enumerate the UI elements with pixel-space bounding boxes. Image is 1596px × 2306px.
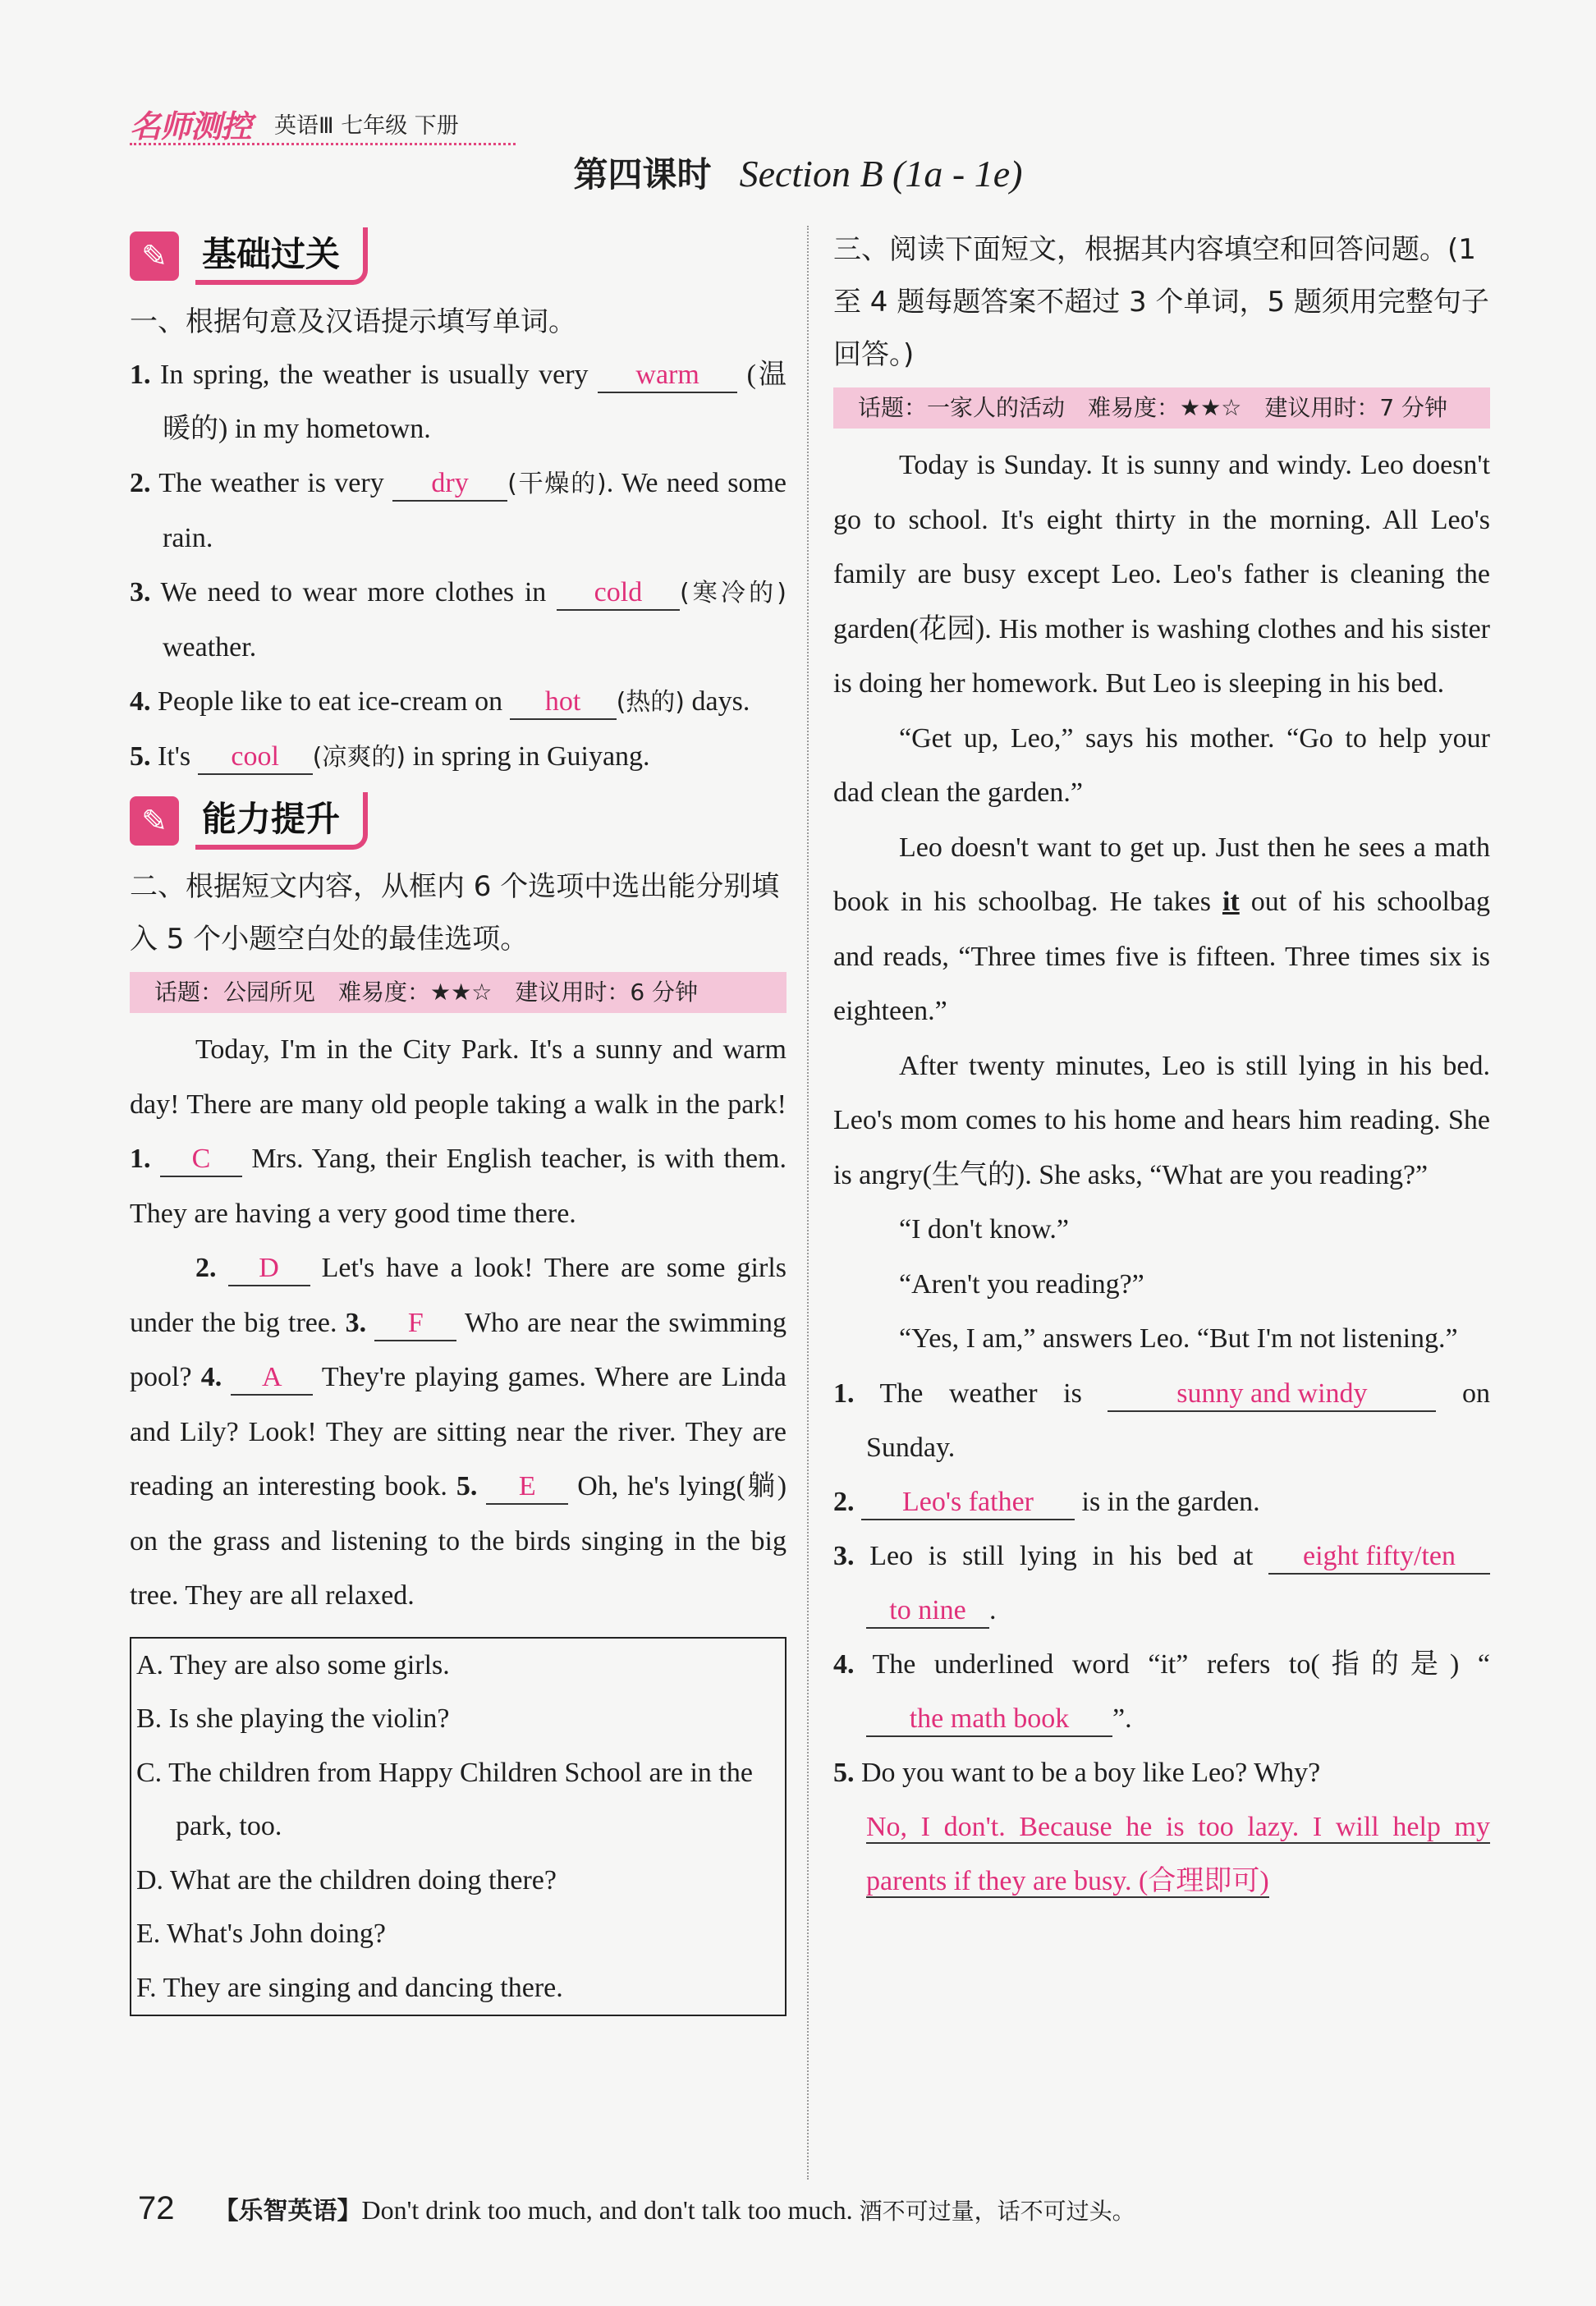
blank-1-num: 1. bbox=[130, 1144, 151, 1174]
topic-bar-2 bbox=[130, 972, 787, 1013]
column-divider bbox=[807, 226, 809, 2180]
q5-answer: cool bbox=[198, 740, 313, 775]
q3-num: 3. bbox=[130, 577, 151, 607]
q2-hint: (干燥的) bbox=[507, 470, 607, 498]
blank-5-num: 5. bbox=[456, 1471, 478, 1501]
question-2 bbox=[130, 456, 787, 566]
r-q1-answer: sunny and windy bbox=[1108, 1378, 1436, 1412]
r-q1-text: The weather is bbox=[879, 1378, 1082, 1409]
time-2: 建议用时：6 分钟 bbox=[515, 979, 699, 1006]
blank-3-answer: F bbox=[374, 1307, 456, 1341]
footer-tag: 【乐智英语】 bbox=[213, 2197, 362, 2226]
brand-logo: 名师测控 bbox=[130, 108, 252, 144]
q5-text: It's bbox=[158, 741, 191, 772]
question-5 bbox=[130, 730, 787, 785]
header-rule bbox=[130, 143, 516, 145]
r-q5-answer: No, I don't. Because he is too lazy. I will help my parents if they are busy. (合理即可) bbox=[866, 1811, 1490, 1896]
option-e: E. What's John doing? bbox=[136, 1919, 386, 1949]
part3-instruction: 三、阅读下面短文，根据其内容填空和回答问题。(1 至 4 题每题答案不超过 3 个单词，5 题须用完整句子回答。) bbox=[833, 233, 1489, 371]
pen-icon: ✎ bbox=[130, 232, 179, 281]
r-question-2 bbox=[833, 1475, 1490, 1529]
passage-3-p3 bbox=[833, 821, 1490, 1039]
q2-post: . We need some rain. bbox=[163, 468, 787, 553]
r-q5-num: 5. bbox=[833, 1757, 855, 1788]
q5-post: in spring in Guiyang. bbox=[406, 741, 650, 772]
passage-3-p5: “I don't know.” bbox=[899, 1214, 1069, 1245]
passage-text: Oh, he's lying(躺) on the grass and listening to the birds singing in the big tree. They are all relaxed. bbox=[130, 1471, 787, 1611]
r-question-5 bbox=[833, 1746, 1490, 1800]
passage-text: Leo doesn't want to get up. Just then he sees a math book in his schoolbag. He takes bbox=[833, 832, 1490, 917]
part1-instruction: 一、根据句意及汉语提示填写单词。 bbox=[130, 305, 576, 338]
passage-text: They're playing games. Where are Linda and Lily? Look! They are sitting near the river. They are reading an interesting book. bbox=[130, 1362, 787, 1501]
blank-3-num: 3. bbox=[345, 1307, 367, 1338]
page-footer bbox=[138, 2190, 1135, 2227]
q3-post: weather. bbox=[163, 632, 257, 662]
lesson-en: Section B (1a - 1e) bbox=[739, 153, 1023, 195]
blank-2-answer: D bbox=[228, 1252, 310, 1286]
passage-3-p4: After twenty minutes, Leo is still lying in his bed. Leo's mom comes to his home and hears him reading. She is angry(生气的). She asks, “What are you reading?” bbox=[833, 1050, 1490, 1190]
blank-4-num: 4. bbox=[200, 1362, 222, 1392]
passage-text: Today, I'm in the City Park. It's a sunny and warm day! There are many old people taking a walk in the park! bbox=[130, 1034, 787, 1120]
q4-hint: (热的) bbox=[616, 688, 686, 717]
q2-text: The weather is very bbox=[158, 468, 384, 498]
difficulty-3: 难易度：★★☆ bbox=[1088, 394, 1242, 421]
passage-text: Let's have a look! There are some girls under the big tree. bbox=[130, 1253, 787, 1338]
part2-instruction: 二、根据短文内容，从框内 6 个选项中选出能分别填入 5 个小题空白处的最佳选项。 bbox=[130, 870, 780, 956]
option-b: B. Is she playing the violin? bbox=[136, 1703, 450, 1734]
q1-text: In spring, the weather is usually very bbox=[160, 360, 589, 390]
q5-num: 5. bbox=[130, 741, 151, 772]
option-f: F. They are singing and dancing there. bbox=[136, 1972, 563, 2003]
time-3: 建议用时：7 分钟 bbox=[1264, 394, 1448, 421]
r-q2-post: is in the garden. bbox=[1081, 1486, 1260, 1517]
left-column bbox=[130, 223, 787, 2016]
r-q3-text: Leo is still lying in his bed at bbox=[869, 1540, 1254, 1571]
blank-5-answer: E bbox=[486, 1470, 568, 1505]
q4-post: days. bbox=[685, 686, 750, 717]
passage-3-p2: “Get up, Leo,” says his mother. “Go to help your dad clean the garden.” bbox=[833, 722, 1490, 808]
right-column bbox=[833, 223, 1490, 1909]
q1-num: 1. bbox=[130, 360, 151, 390]
r-question-1 bbox=[833, 1367, 1490, 1475]
r-q3-answer-2: to nine bbox=[866, 1594, 989, 1629]
section-basic-title: 基础过关 bbox=[195, 227, 368, 285]
passage-text: Mrs. Yang, their English teacher, is with them. They are having a very good time there. bbox=[130, 1144, 787, 1229]
r-question-5-answer-row bbox=[833, 1800, 1490, 1909]
r-question-4 bbox=[833, 1638, 1490, 1746]
passage-text: Who are near the swimming pool? bbox=[130, 1307, 787, 1392]
q1-post: (温暖的) in my hometown. bbox=[163, 360, 787, 444]
section-advance-title: 能力提升 bbox=[195, 792, 368, 850]
underlined-it: it bbox=[1222, 887, 1240, 917]
pen-icon: ✎ bbox=[130, 796, 179, 846]
brand-header bbox=[130, 102, 459, 146]
blank-1-answer: C bbox=[160, 1143, 242, 1177]
r-q4-post: ”. bbox=[1112, 1703, 1132, 1734]
q5-hint: (凉爽的) bbox=[312, 743, 406, 772]
q3-text: We need to wear more clothes in bbox=[160, 577, 547, 607]
q1-answer: warm bbox=[598, 359, 737, 393]
option-c: C. The children from Happy Children School are in the park, too. bbox=[136, 1757, 753, 1841]
q4-answer: hot bbox=[510, 685, 617, 720]
passage-3-p7: “Yes, I am,” answers Leo. “But I'm not listening.” bbox=[899, 1323, 1458, 1354]
q4-text: People like to eat ice-cream on bbox=[158, 686, 503, 717]
topic-bar-3 bbox=[833, 387, 1490, 429]
passage-2-p1 bbox=[130, 1023, 787, 1241]
q4-num: 4. bbox=[130, 686, 151, 717]
r-q1-post: on Sunday. bbox=[866, 1378, 1490, 1463]
q3-answer: cold bbox=[557, 576, 680, 611]
book-subtitle: 英语Ⅲ 七年级 下册 bbox=[274, 113, 459, 139]
lesson-title bbox=[0, 148, 1596, 197]
question-4 bbox=[130, 675, 787, 730]
r-q2-num: 2. bbox=[833, 1486, 855, 1517]
passage-3-p6: “Aren't you reading?” bbox=[899, 1268, 1144, 1300]
footer-proverb-en: Don't drink too much, and don't talk too much. bbox=[361, 2195, 853, 2225]
passage-text: out of his schoolbag and reads, “Three times five is fifteen. Three times six is eighteen.” bbox=[833, 887, 1491, 1026]
option-a: A. They are also some girls. bbox=[136, 1649, 450, 1680]
r-question-3: 3. Leo is still lying in his bed at eight fifty/ten to nine . bbox=[833, 1529, 1490, 1638]
blank-2-num: 2. bbox=[195, 1253, 217, 1283]
r-q3-num: 3. bbox=[833, 1540, 855, 1571]
lesson-cn: 第四课时 bbox=[573, 154, 712, 195]
topic-2: 话题：公园所见 bbox=[154, 979, 316, 1006]
r-q5-text: Do you want to be a boy like Leo? Why? bbox=[861, 1757, 1321, 1788]
section-basic-header bbox=[130, 223, 787, 289]
r-q4-text: The underlined word “it” refers to(指的是) “ bbox=[872, 1648, 1490, 1680]
page-number: 72 bbox=[138, 2190, 175, 2226]
r-q4-num: 4. bbox=[833, 1648, 855, 1680]
r-q4-answer: the math book bbox=[866, 1703, 1112, 1737]
q3-hint: (寒冷的) bbox=[679, 579, 787, 607]
options-box bbox=[130, 1637, 787, 2017]
difficulty-2: 难易度：★★☆ bbox=[338, 979, 493, 1006]
q2-num: 2. bbox=[130, 468, 151, 498]
question-1 bbox=[130, 348, 787, 456]
passage-3-p1: Today is Sunday. It is sunny and windy. Leo doesn't go to school. It's eight thirty in the morning. All Leo's family are busy except Leo. Leo's father is cleaning the garden(花园). His mother is washing clothes and his sister is doing her homework. But Leo is sleeping in his bed. bbox=[833, 450, 1490, 699]
r-q2-answer: Leo's father bbox=[861, 1486, 1075, 1520]
blank-4-answer: A bbox=[231, 1361, 313, 1396]
q2-answer: dry bbox=[392, 467, 507, 502]
section-advance-header bbox=[130, 788, 787, 854]
passage-2-p2 bbox=[130, 1241, 787, 1624]
question-3 bbox=[130, 566, 787, 675]
topic-3: 话题：一家人的活动 bbox=[858, 394, 1066, 421]
option-d: D. What are the children doing there? bbox=[136, 1864, 557, 1896]
r-q3-answer-1: eight fifty/ten bbox=[1268, 1540, 1490, 1575]
r-q1-num: 1. bbox=[833, 1378, 855, 1409]
footer-proverb-zh: 酒不可过量，话不可过头。 bbox=[859, 2198, 1135, 2225]
